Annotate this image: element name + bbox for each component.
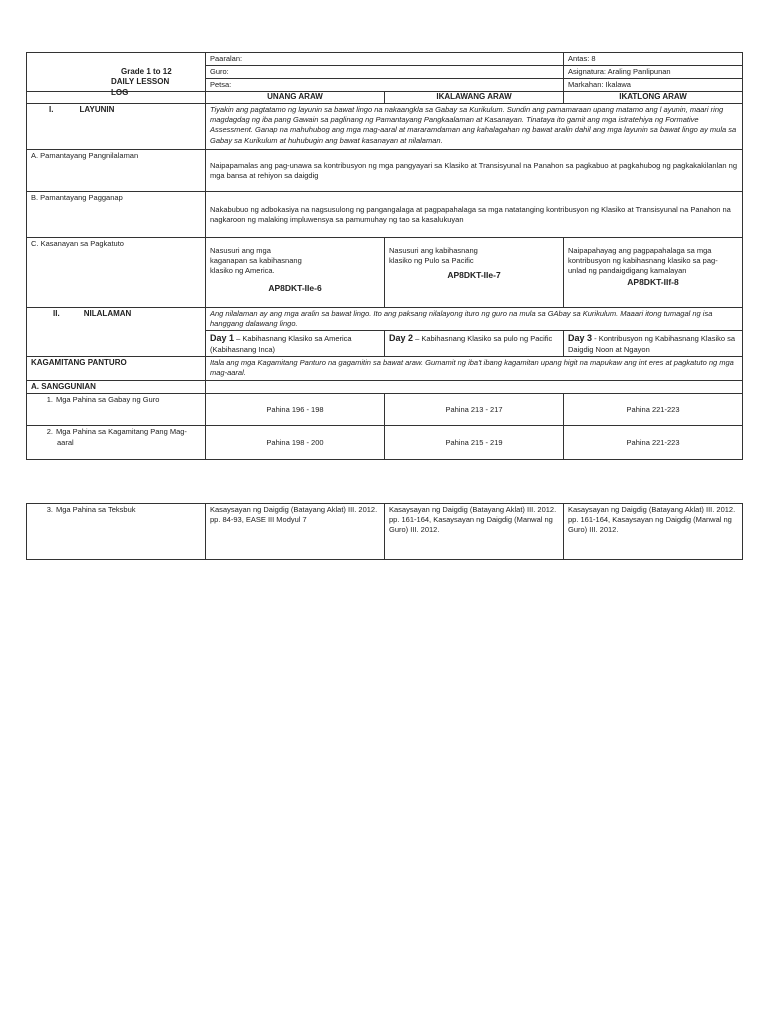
layunin-label-cell: [27, 104, 206, 150]
layunin-label: LAYUNIN: [79, 105, 115, 115]
nilalaman-day3: Day 3 - Kontribusyon ng Kabihasnang Klasiko sa Daigdig Noon at Ngayon: [564, 331, 743, 356]
kasanayan-label: C. Kasanayan sa Pagkatuto: [27, 238, 206, 308]
teksbuk-day1: Kasaysayan ng Daigdig (Batayang Aklat) III. 2012. pp. 84-93, EASE III Modyul 7: [206, 504, 385, 560]
kasanayan-day3: Naipapahayag ang pagpapahalaga sa mga kontribusyon ng kabihasnang klasiko sa pag- unlad ng pandaigdigang kamalayan AP8DKT-IIf-8: [564, 238, 743, 308]
pagganap-label: B. Pamantayang Pagganap: [27, 192, 206, 238]
antas-field: Antas: 8: [564, 53, 743, 66]
nilalaman-label-cell: [27, 308, 206, 357]
kasanayan-day1-code: AP8DKT-IIe-6: [268, 282, 322, 293]
mag-aaral-day3: Pahina 221-223: [564, 426, 743, 460]
pagganap-text: Nakabubuo ng adbokasiya na nagsusulong ng pangangalaga at pagpapahalaga sa mga natatanging kontribusyon ng Klasiko at Transisyunal na Panahon na nagkaroon ng malaking impluwensya sa pamumuhay ng tao sa kasalukuyan: [206, 192, 743, 238]
paaralan-field: Paaralan:: [206, 53, 564, 66]
nilalaman-day2: Day 2 – Kabihasnang Klasiko sa pulo ng Pacific: [385, 331, 564, 356]
markahan-field: Markahan: Ikalawa: [564, 79, 743, 92]
day1-header: UNANG ARAW: [206, 92, 385, 104]
day3-header: IKATLONG ARAW: [564, 92, 743, 104]
guro-field: Guro:: [206, 66, 564, 79]
kagamitan-label: KAGAMITANG PANTURO: [27, 356, 206, 380]
day2-header: IKALAWANG ARAW: [385, 92, 564, 104]
teksbuk-label: 3. Mga Pahina sa Teksbuk: [27, 504, 206, 560]
kagamitan-text: Itala ang mga Kagamitang Panturo na gagamitin sa bawat araw. Gumamit ng iba't ibang kagamitan upang higit na mapukaw ang int eres at pagkatuto ng mga mag-aaral.: [206, 356, 743, 380]
nilalaman-label: NILALAMAN: [83, 309, 132, 319]
nilalaman-text: Ang nilalaman ay ang mga aralin sa bawat lingo. Ito ang paksang nilalayong ituro ng guro na mula sa GAbay sa Kurikulum. Maaari itong tumagal ng isa hanggang dalawang lingo.: [206, 308, 743, 331]
kasanayan-day2: Nasusuri ang kabihasnang klasiko ng Pulo sa Pacific AP8DKT-IIe-7: [385, 238, 564, 308]
gabay-guro-day2: Pahina 213 - 217: [385, 394, 564, 426]
nilalaman-number: II.: [53, 309, 60, 319]
gabay-guro-day3: Pahina 221-223: [564, 394, 743, 426]
pangnilalaman-label: A. Pamantayang Pangnilalaman: [27, 150, 206, 192]
kasanayan-day1: Nasusuri ang mga kaganapan sa kabihasnang klasiko ng America. AP8DKT-IIe-6: [206, 238, 385, 308]
asignatura-field: Asignatura: Araling Panlipunan: [564, 66, 743, 79]
sanggunian-label: A. SANGGUNIAN: [27, 380, 206, 394]
mag-aaral-day2: Pahina 215 - 219: [385, 426, 564, 460]
lesson-log-table: [26, 52, 743, 460]
kasanayan-day3-code: AP8DKT-IIf-8: [627, 276, 679, 287]
teksbuk-day3: Kasaysayan ng Daigdig (Batayang Aklat) III. 2012. pp. 161-164, Kasaysayan ng Daigdig (Manwal ng Guro) III. 2012.: [564, 504, 743, 560]
teksbuk-table: [26, 503, 743, 560]
pangnilalaman-text: Naipapamalas ang pag-unawa sa kontribusyon ng mga pangyayari sa Klasiko at Transisyunal na Panahon sa pagkabuo at pagkahubog ng pagkakakilanlan ng mga bansa at rehiyon sa daigdig: [206, 150, 743, 192]
nilalaman-day1: Day 1 – Kabihasnang Klasiko sa America (Kabihasnang Inca): [206, 331, 385, 356]
layunin-number: I.: [49, 105, 54, 115]
gabay-guro-day1: Pahina 196 - 198: [206, 394, 385, 426]
kasanayan-day2-code: AP8DKT-IIe-7: [447, 270, 501, 281]
teksbuk-day2: Kasaysayan ng Daigdig (Batayang Aklat) III. 2012. pp. 161-164, Kasaysayan ng Daigdig (Manwal ng Guro) III. 2012.: [385, 504, 564, 560]
title-cell: [27, 53, 206, 97]
petsa-field: Petsa:: [206, 79, 564, 92]
gabay-guro-label: 1. Mga Pahina sa Gabay ng Guro: [27, 394, 206, 426]
sanggunian-blank: [206, 380, 743, 394]
layunin-text: Tiyakin ang pagtatamo ng layunin sa bawat lingo na nakaangkla sa Gabay sa Kurikulum. Sundin ang pamamaraan upang matamo ang l ayunin, maari ring magdagdag ng iba pang Gawain sa paglinang ng Pamantayang Pangkaalaman at Kasanayan. Tinataya ito gamit ang mga istratehiya ng Formative Assessment. Ganap na mahuhubog ang mga mag-aaral at mararamdaman ang kahalagahan ng bawat aralin dahil ang mga layunin sa bawat lingo ay mula sa Gabay sa Kurikulum at huhubugin ang bawat kasanayan at nilalaman.: [206, 104, 743, 150]
kagamitang-mag-aaral-label: 2. Mga Pahina sa Kagamitang Pang Mag- aaral: [27, 426, 206, 460]
mag-aaral-day1: Pahina 198 - 200: [206, 426, 385, 460]
document-title: Grade 1 to 12 DAILY LESSON LOG: [111, 67, 172, 97]
